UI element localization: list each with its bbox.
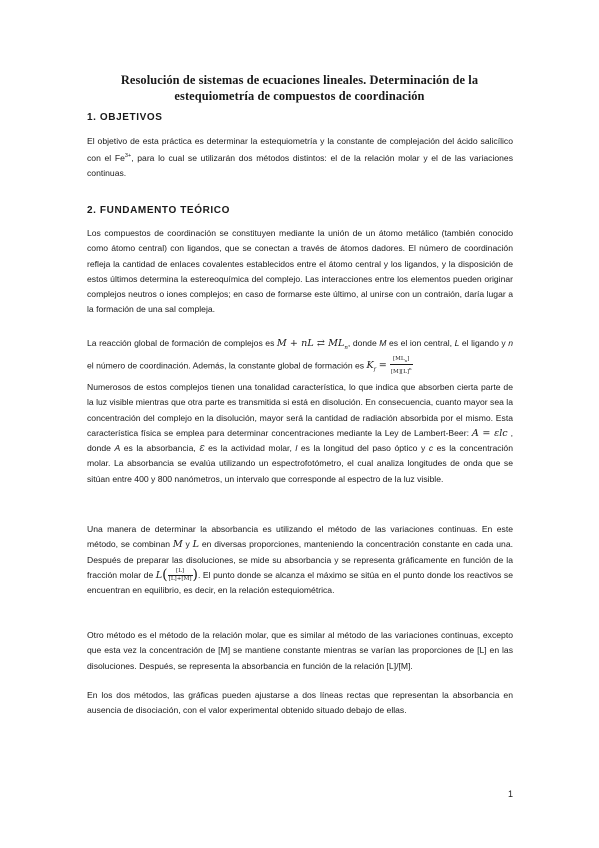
section-heading-fundamento: 2. FUNDAMENTO TEÓRICO	[87, 205, 230, 216]
section-heading-objetivos: 1. OBJETIVOS	[87, 112, 163, 123]
formation-constant-fraction: $\frac{[ML_n]}{[M][L]^n}$	[390, 356, 412, 376]
document-title	[78, 72, 521, 104]
paragraph-lambert-beer: Numerosos de estos complejos tienen una tonalidad característica, lo que indica que absorben cierta parte de la luz visible mientras que otra parte es transmitida si está en disolución. En consecuencia, cuanto mayor sea la concentración del complejo en la disolución, mayor será la cantidad de radiación absorbida por el mismo. Esta característica física se emplea para determinar concentraciones mediante la Ley de Lambert-Beer: A = εlc , donde A es la absorbancia, Ɛ es la actividad molar, l es la longitud del paso óptico y c es la concentración molar. La absorbancia se evalúa utilizando un espectrofotómetro, el cual analiza longitudes de onda que se sitúan entre 400 y 800 nanómetros, un intervalo que corresponde al espectro de la luz visible.	[87, 382, 513, 484]
paragraph-compuestos: Los compuestos de coordinación se constituyen mediante la unión de un átomo metálico (también conocido como átomo central) con ligandos, que se conectan a través de átomos dadores. El número de coordinación refleja la cantidad de enlaces covalentes establecidos entre el átomo central y los ligandos, y la disposición de estos últimos determina la estereoquímica del complejo. Las interacciones entre los elementos pueden originar complejos neutros o iones complejos; en caso de formarse este último, al unirse con un contraión, daría lugar a la formación de una sal compleja.	[87, 228, 513, 315]
paragraph-dos-metodos: En los dos métodos, las gráficas pueden ajustarse a dos líneas rectas que representan la absorbancia en ausencia de disociación, con el valor experimental obtenido situado debajo de ellas.	[87, 690, 513, 716]
paragraph-relacion-molar: Otro método es el método de la relación molar, que es similar al método de las variaciones continuas, excepto que esta vez la concentración de [M] se mantiene constante mientras se varían las proporciones de [L] en las disoluciones. Después, se representa la absorbancia en función de la relación [L]/[M].	[87, 630, 513, 671]
molar-fraction: $\frac{[L]}{[L]+[M]}$	[168, 568, 192, 583]
paragraph-reaccion-global: La reacción global de formación de complejos es M + nL ⇄ $ML_n$, donde M es el ion central, L el ligando y n el número de coordinación. Además, la constante global de formación es $K_f$ = $\frac{[ML_n]}{[M][L]^n}$	[87, 338, 513, 376]
paragraph-variaciones-continuas: Una manera de determinar la absorbancia es utilizando el método de las variaciones continuas. En este método, se combinan M y L en diversas proporciones, manteniendo la concentración constante en cada una. Después de preparar las disoluciones, se mide su absorbancia y se representa gráficamente en función de la fracción molar de L( $\frac{[L]}{[L]+[M]}$ ). El punto donde se alcanza el máximo se sitúa en el punto donde los reactivos se encuentran en equilibrio, es decir, en la relación estequiométrica.	[87, 524, 513, 596]
paragraph-objetivos: El objetivo de esta práctica es determinar la estequiometría y la constante de complejación del ácido salicílico con el $Fe^{3+}$, para lo cual se utilizarán dos métodos distintos: el de la relación molar y el de las variaciones continuas.	[87, 136, 513, 179]
lambert-beer-equation: A = εlc	[471, 427, 508, 439]
title-line-1: Resolución de sistemas de ecuaciones lineales. Determinación de la	[120, 73, 479, 87]
formation-constant: $K_f$ =	[366, 360, 390, 374]
title-line-2: estequiometría de compuestos de coordinación	[174, 89, 425, 103]
page-number: 1	[508, 789, 514, 799]
reaction-equation: M + nL ⇄ $ML_n$	[276, 338, 348, 351]
